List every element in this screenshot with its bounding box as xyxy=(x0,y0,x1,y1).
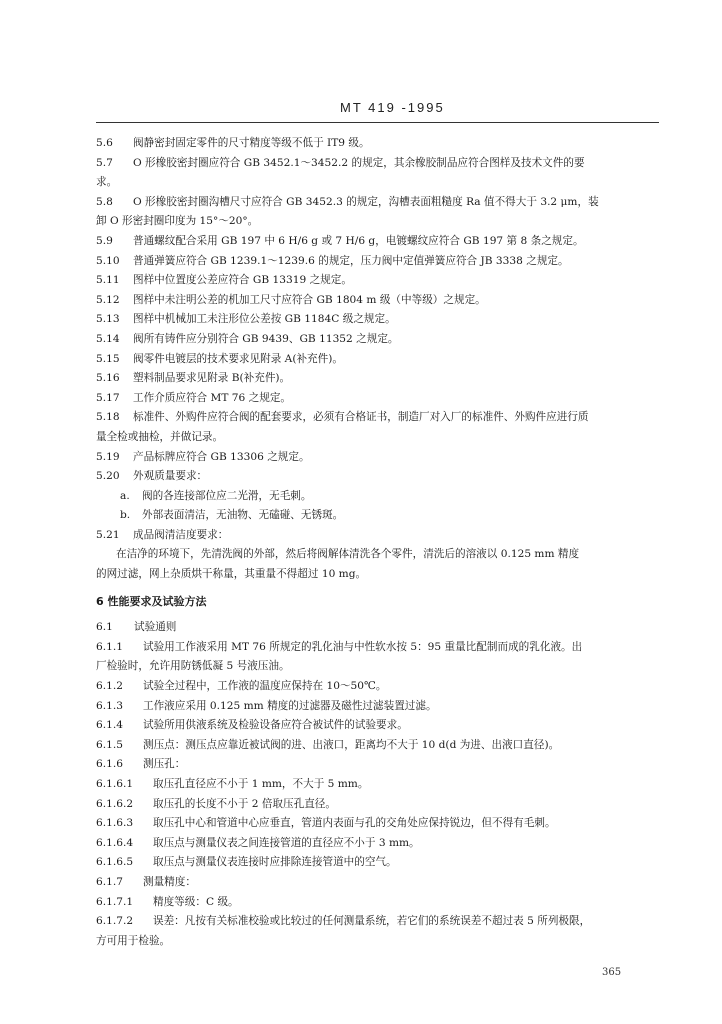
clause-text: 测压孔： xyxy=(143,758,186,771)
clause-text: 外观质量要求： xyxy=(133,470,208,483)
document-body xyxy=(96,134,659,951)
clause-text: 产品标牌应符合 GB 13306 之规定。 xyxy=(133,450,310,463)
sub-item-a xyxy=(96,487,659,507)
clause-text: 阀静密封固定零件的尺寸精度等级不低于 IT9 级。 xyxy=(133,137,370,149)
clause-text: O 形橡胶密封圈应符合 GB 3452.1～3452.2 的规定，其余橡胶制品应符合图样及技术文件的要 xyxy=(133,156,585,169)
clause-text: 试验用工作液采用 MT 76 所规定的乳化油与中性软水按 5：95 重量比配制而成的乳化液。出 xyxy=(143,640,583,653)
clause-number: 6.1.1 xyxy=(96,640,123,653)
clause-5-7 xyxy=(96,154,659,174)
clause-text: 试验全过程中，工作液的温度应保持在 10～50℃。 xyxy=(143,680,387,693)
clause-6-1-6-2 xyxy=(96,795,659,815)
clause-number: 5.21 xyxy=(96,528,120,541)
clause-text: 取压点与测量仪表连接时应排除连接管道中的空气。 xyxy=(153,856,397,869)
clause-5-8 xyxy=(96,193,659,213)
clause-5-18 xyxy=(96,408,659,428)
clause-text: 取压孔直径应不小于 1 mm，不大于 5 mm。 xyxy=(153,778,369,790)
clause-text: 塑料制品要求见附录 B(补充件)。 xyxy=(133,372,291,385)
clause-text: 标准件、外购件应符合阀的配套要求，必须有合格证书，制造厂对入厂的标准件、外购件应进行质 xyxy=(133,411,589,424)
clause-number: 5.11 xyxy=(96,274,120,287)
clause-number: 5.18 xyxy=(96,411,120,424)
clause-text: 取压孔中心和管道中心应垂直，管道内表面与孔的交角处应保持锐边，但不得有毛刺。 xyxy=(153,817,556,830)
clause-number: 6.1.6.1 xyxy=(96,778,134,790)
clause-number: 5.10 xyxy=(96,254,120,267)
clause-number: 6.1 xyxy=(96,621,113,634)
sub-item-label: b. xyxy=(120,509,131,522)
clause-6-1-6 xyxy=(96,755,659,775)
clause-5-9 xyxy=(96,232,659,252)
clause-5-16 xyxy=(96,369,659,389)
clause-5-21 xyxy=(96,526,659,546)
clause-5-15 xyxy=(96,350,659,370)
clause-5-19 xyxy=(96,448,659,468)
clause-text: 普通弹簧应符合 GB 1239.1～1239.6 的规定，压力阀中定值弹簧应符合 JB 3338 之规定。 xyxy=(133,254,569,267)
clause-continuation: 卸 O 形密封圈印度为 15°～20°。 xyxy=(96,215,259,228)
clause-text: 阀所有铸件应分别符合 GB 9439、GB 11352 之规定。 xyxy=(133,332,399,345)
clause-number: 6.1.2 xyxy=(96,680,123,693)
clause-6-1-6-3 xyxy=(96,814,659,834)
clause-6-1-2 xyxy=(96,677,659,697)
clause-5-14 xyxy=(96,330,659,350)
section-6-title: 6 性能要求及试验方法 xyxy=(96,594,207,608)
sub-item-label: a. xyxy=(120,489,130,502)
clause-text: 取压孔的长度不小于 2 倍取压孔直径。 xyxy=(153,797,336,810)
sub-item-b xyxy=(96,506,659,526)
clause-number: 6.1.5 xyxy=(96,738,123,751)
clause-text: 精度等级：C 级。 xyxy=(153,895,239,908)
clause-number: 6.1.6.3 xyxy=(96,817,134,830)
clause-text: 工作介质应符合 MT 76 之规定。 xyxy=(133,391,292,404)
clause-6-1-5 xyxy=(96,736,659,756)
clause-number: 6.1.7.2 xyxy=(96,915,134,928)
clause-continuation: 量全检或抽检，并做记录。 xyxy=(96,430,224,443)
page-header: MT 419 -1995 xyxy=(340,100,445,115)
clause-number: 5.8 xyxy=(96,195,113,208)
clause-6-1-6-1 xyxy=(96,775,659,795)
clause-5-13 xyxy=(96,310,659,330)
clause-5-17 xyxy=(96,389,659,409)
clause-number: 5.9 xyxy=(96,234,113,247)
clause-number: 5.6 xyxy=(96,137,113,149)
clause-text: 图样中未注明公差的机加工尺寸应符合 GB 1804 m 级（中等级）之规定。 xyxy=(133,293,486,306)
clause-number: 5.15 xyxy=(96,352,120,365)
clause-6-1-6-4 xyxy=(96,834,659,854)
clause-number: 5.20 xyxy=(96,470,120,483)
clause-5-20 xyxy=(96,467,659,487)
clause-6-1-6-5 xyxy=(96,853,659,873)
clause-continuation: 方可用于检验。 xyxy=(96,934,171,947)
clause-text: 图样中位置度公差应符合 GB 13319 之规定。 xyxy=(133,274,352,287)
clause-text: 测量精度： xyxy=(143,875,196,888)
clause-6-1-7-2 xyxy=(96,912,659,932)
sub-item-text: 外部表面清洁，无油物、无磕碰、无锈斑。 xyxy=(142,509,344,522)
clause-number: 6.1.6.5 xyxy=(96,856,134,869)
clause-text: 取压点与测量仪表之间连接管道的直径应不小于 3 mm。 xyxy=(153,836,420,849)
clause-number: 5.17 xyxy=(96,391,120,404)
clause-number: 5.16 xyxy=(96,372,120,385)
clause-number: 5.19 xyxy=(96,450,120,463)
clause-text: O 形橡胶密封圈沟槽尺寸应符合 GB 3452.3 的规定，沟槽表面粗糙度 Ra 值不得大于 3.2 μm，装 xyxy=(133,195,599,208)
clause-number: 6.1.6.2 xyxy=(96,797,134,810)
clause-number: 5.12 xyxy=(96,293,120,306)
clause-6-1-1 xyxy=(96,638,659,658)
clause-text: 普通螺纹配合采用 GB 197 中 6 H/6 g 或 7 H/6 g，电镀螺纹应符合 GB 197 第 8 条之规定。 xyxy=(133,234,584,247)
clause-text: 误差：凡按有关标准校验或比较过的任何测量系统，若它们的系统误差不超过表 5 所列极限， xyxy=(153,915,591,928)
clause-text: 成品阀清洁度要求： xyxy=(133,528,229,541)
header-rule xyxy=(96,122,659,123)
clause-6-1 xyxy=(96,618,659,638)
clause-5-12 xyxy=(96,291,659,311)
clause-continuation: 求。 xyxy=(96,176,118,189)
clause-number: 5.13 xyxy=(96,313,120,326)
clause-number: 6.1.7 xyxy=(96,875,123,888)
clause-6-1-7 xyxy=(96,873,659,893)
clause-number: 5.14 xyxy=(96,332,120,345)
clause-5-6 xyxy=(96,134,659,154)
clause-continuation: 厂检验时，允许用防锈低凝 5 号液压油。 xyxy=(96,660,290,673)
clause-6-1-3 xyxy=(96,697,659,717)
clause-5-11 xyxy=(96,271,659,291)
paragraph-text: 在洁净的环境下，先清洗阀的外部，然后将阀解体清洗各个零件，清洗后的溶液以 0.125 mm 精度 xyxy=(116,548,580,561)
clause-6-1-7-1 xyxy=(96,893,659,913)
sub-item-text: 阀的各连接部位应二光滑，无毛刺。 xyxy=(142,489,312,502)
clause-text: 图样中机械加工未注形位公差按 GB 1184C 级之规定。 xyxy=(133,313,396,326)
clause-number: 6.1.4 xyxy=(96,719,123,732)
clause-number: 6.1.6 xyxy=(96,758,123,771)
clause-text: 工作液应采用 0.125 mm 精度的过滤器及磁性过滤装置过滤。 xyxy=(143,699,437,712)
clause-text: 测压点：测压点应靠近被试阀的进、出液口，距离均不大于 10 d(d 为进、出液口直径)。 xyxy=(143,738,560,751)
clause-5-10 xyxy=(96,252,659,272)
clause-text: 阀零件电镀层的技术要求见附录 A(补充件)。 xyxy=(133,352,343,365)
clause-text: 试验所用供液系统及检验设备应符合被试件的试验要求。 xyxy=(143,719,408,732)
clause-number: 5.7 xyxy=(96,156,113,169)
clause-6-1-4 xyxy=(96,716,659,736)
clause-number: 6.1.3 xyxy=(96,699,123,712)
clause-text: 试验通则 xyxy=(134,621,177,634)
clause-number: 6.1.6.4 xyxy=(96,836,134,849)
page-number: 365 xyxy=(602,967,622,978)
paragraph-continuation: 的网过滤，网上杂质烘干称量，其重量不得超过 10 mg。 xyxy=(96,568,367,581)
clause-number: 6.1.7.1 xyxy=(96,895,134,908)
